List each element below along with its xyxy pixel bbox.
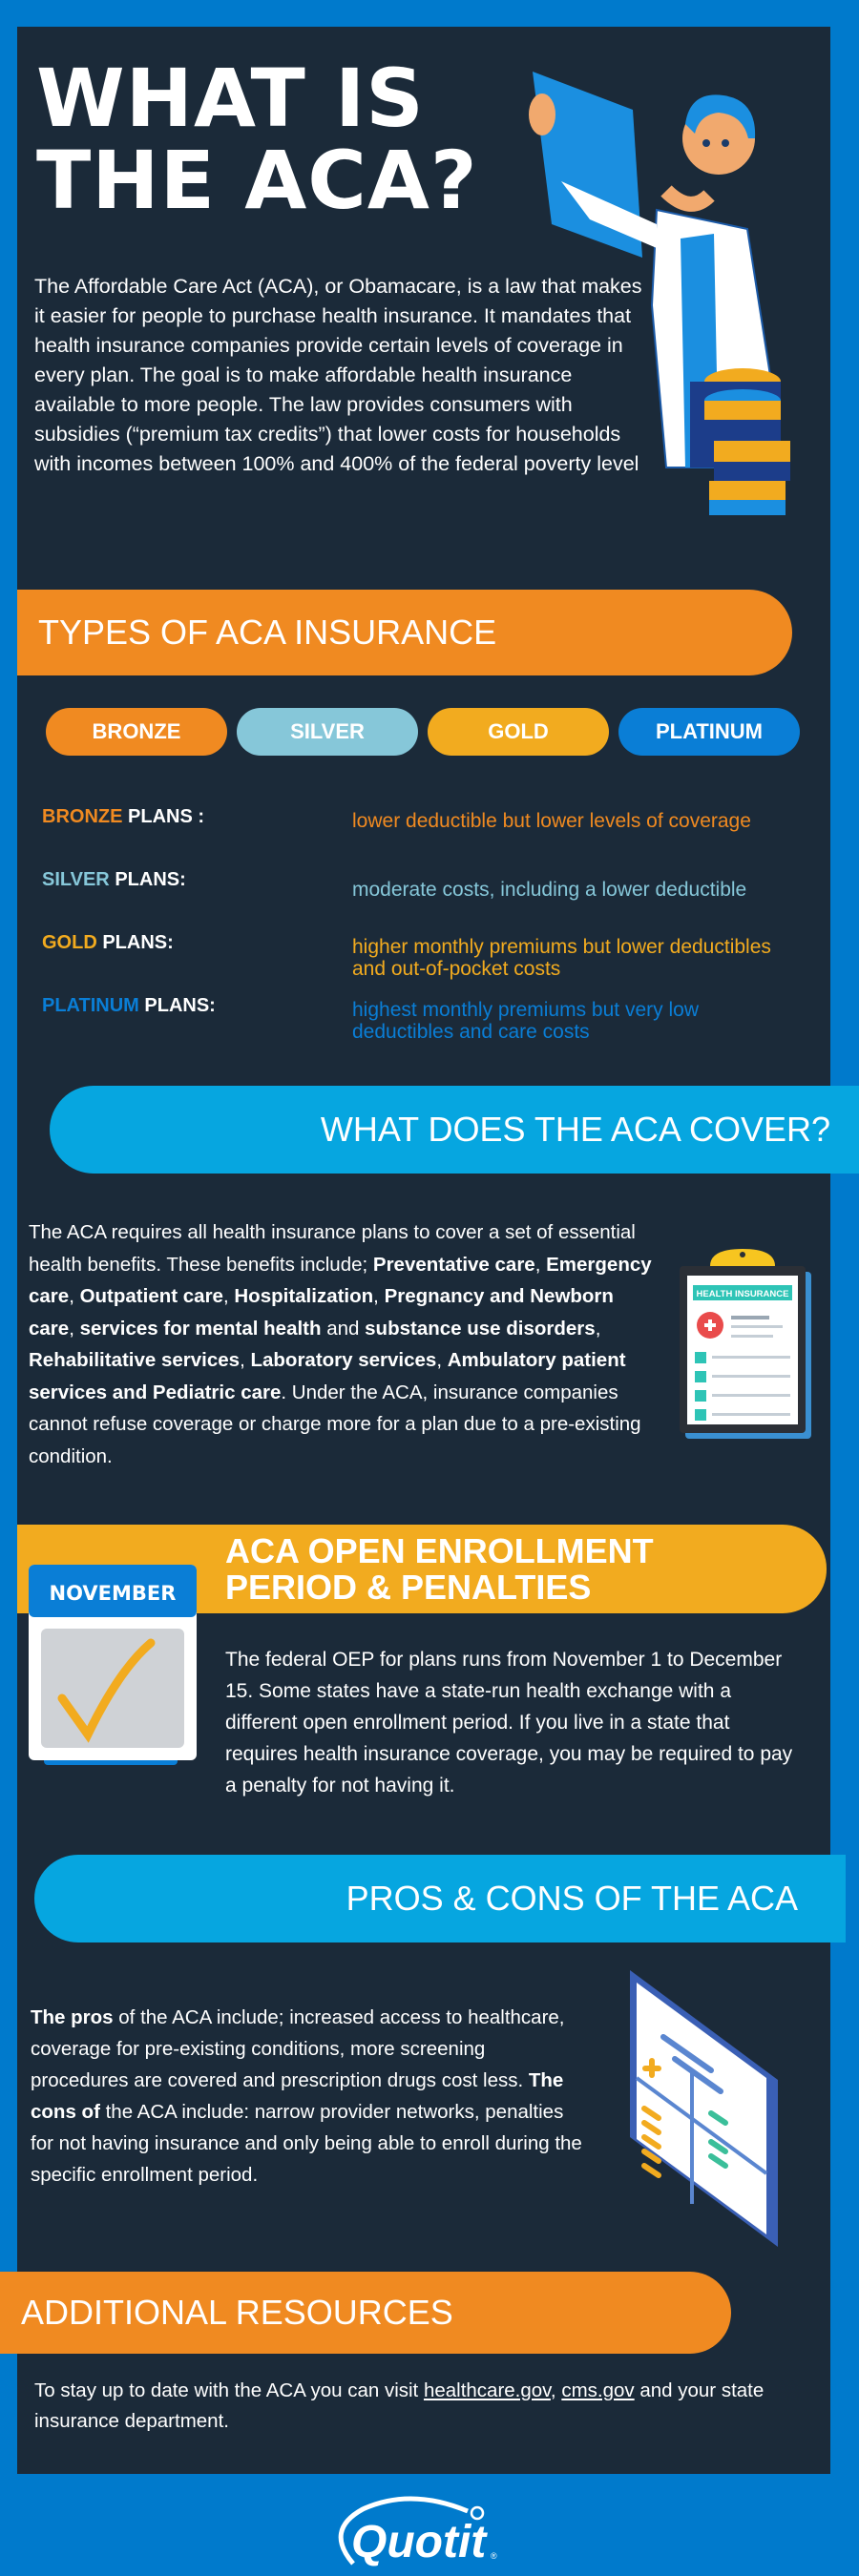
plan-tier-pills: [46, 708, 800, 756]
quotit-logo: [325, 2492, 515, 2568]
enrollment-heading-line1: ACA OPEN ENROLLMENT: [225, 1530, 654, 1570]
coin-stack-icon: [704, 368, 790, 515]
resources-heading-banner: [0, 2272, 731, 2354]
doctor-illustration: [523, 67, 809, 544]
plan-descriptions: [42, 806, 806, 1058]
healthcare-gov-link[interactable]: healthcare.gov: [423, 2379, 551, 2401]
resources-paragraph: To stay up to date with the ACA you can visit healthcare.gov, cms.gov and your state insurance department.: [34, 2379, 765, 2432]
calendar-check-icon: [29, 1565, 197, 1767]
pill-silver[interactable]: SILVER: [237, 708, 418, 756]
plan-row-gold: GOLD PLANS: higher monthly premiums but lower deductibles and out-of-pocket costs: [42, 932, 771, 980]
svg-text:HEALTH INSURANCE: HEALTH INSURANCE: [696, 1289, 789, 1299]
pill-gold[interactable]: GOLD: [428, 708, 609, 756]
clipboard-icon: [678, 1245, 811, 1441]
plan-row-platinum: PLATINUM PLANS: highest monthly premiums but very low deductibles and care costs: [42, 995, 699, 1043]
enrollment-heading-line2: PERIOD & PENALTIES: [225, 1567, 592, 1607]
brand-name: Quotit: [351, 2517, 487, 2567]
calendar-month: NOVEMBER: [49, 1582, 177, 1605]
pill-bronze[interactable]: BRONZE: [46, 708, 227, 756]
types-heading: TYPES OF ACA INSURANCE: [38, 613, 497, 652]
types-heading-banner: [17, 590, 792, 675]
intro-paragraph: The Affordable Care Act (ACA), or Obamacare, is a law that makes it easier for people to purchase health insurance. It mandates that health insurance companies provide certain levels of coverage in every plan. The goal is to make affordable health insurance available to more people. The law provides consumers with subsidies (“premium tax credits”) that lower costs for households with incomes between 100% and 400% of the federal poverty level: [34, 275, 642, 475]
pros-cons-heading: PROS & CONS OF THE ACA: [346, 1879, 798, 1918]
pros-cons-heading-banner: [34, 1855, 846, 1942]
document-chart-icon: [625, 1965, 783, 2252]
cover-paragraph: The ACA requires all health insurance plans to cover a set of essential health benefits. These benefits include; Preventative care, Emergency care, Outpatient care, Hospitalization, Pregnancy and Newborn care, services for mental health and substance use disorders, Rehabilitative services, Laboratory services, Ambulatory patient services and Pediatric care. Under the ACA, insurance companies cannot refuse coverage or charge more for a plan due to a pre-existing condition.: [29, 1221, 652, 1467]
cms-gov-link[interactable]: cms.gov: [561, 2379, 635, 2401]
page-title: WHAT IS THE ACA?: [36, 52, 478, 227]
pill-platinum[interactable]: PLATINUM: [618, 708, 800, 756]
registered-mark: ®: [491, 2551, 497, 2561]
plan-row-silver: SILVER PLANS: moderate costs, including a lower deductible: [42, 869, 747, 901]
pros-cons-paragraph: The pros of the ACA include; increased access to healthcare, coverage for pre-existing conditions, more screening procedures are covered and prescription drugs cost less. The cons of the ACA include: narrow provider networks, penalties for not having insurance and only being able to enroll during the specific enrollment period.: [31, 2006, 582, 2186]
plan-row-bronze: BRONZE PLANS : lower deductible but lower levels of coverage: [42, 806, 751, 832]
cover-heading-banner: [50, 1086, 859, 1174]
enrollment-paragraph: The federal OEP for plans runs from November 1 to December 15. Some states have a state-run health exchange with a different open enrollment period. If you live in a state that requires health insurance coverage, you may be required to pay a penalty for not having it.: [225, 1649, 793, 1797]
cover-heading: WHAT DOES THE ACA COVER?: [320, 1110, 830, 1149]
resources-heading: ADDITIONAL RESOURCES: [21, 2293, 453, 2332]
